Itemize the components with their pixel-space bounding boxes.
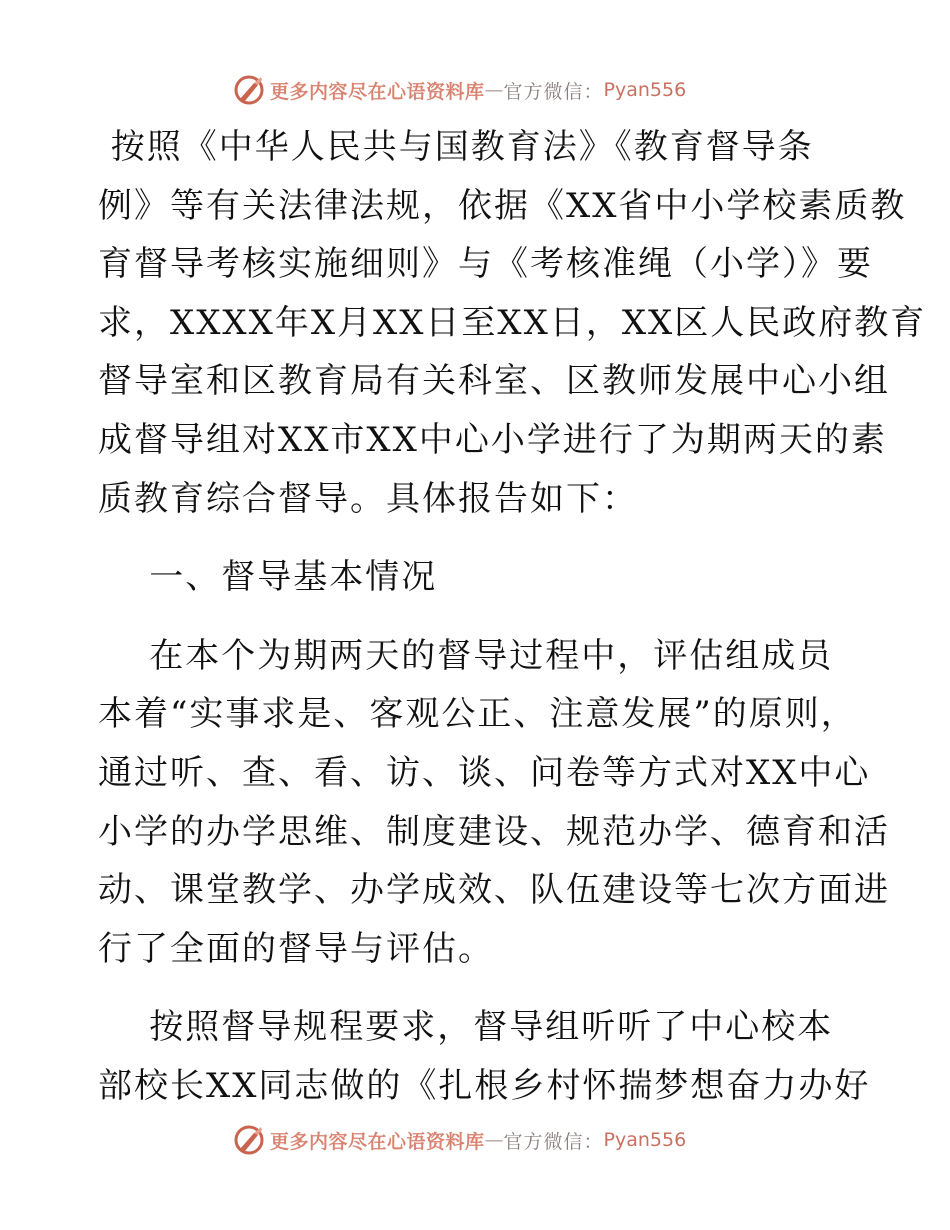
text-line: 小学的办学思维、制度建设、规范办学、德育和活 <box>98 811 890 852</box>
text-line: 部校长XX同志做的《扎根乡村怀揣梦想奋力办好 <box>98 1065 871 1106</box>
document-body <box>98 118 927 1116</box>
watermark-wechat-id: Pyan556 <box>603 79 687 101</box>
text-line: 通过听、查、看、访、谈、问卷等方式对XX中心 <box>98 752 871 793</box>
paragraph-process <box>98 627 890 979</box>
watermark-official-label: 官方微信： <box>503 1130 604 1153</box>
pen-brush-logo-icon <box>232 73 266 107</box>
text-line: 按照督导规程要求，督导组听听了中心校本 <box>98 1007 834 1048</box>
text-line: 例》等有关法律法规，依据《XX省中小学校素质教 <box>98 185 907 226</box>
watermark-dash: — <box>484 1129 504 1151</box>
text-line: 成督导组对XX市XX中心小学进行了为期两天的素 <box>98 419 887 460</box>
watermark-text: 更多内容尽在心语资料库 <box>270 80 485 103</box>
text-line: 本着“实事求是、客观公正、注意发展”的原则， <box>98 694 857 735</box>
section-heading: 一、督导基本情况 <box>98 557 438 598</box>
text-line: 按照《中华人民共与国教育法》《教育督导条 <box>98 127 814 167</box>
watermark-official-label: 官方微信： <box>503 80 604 103</box>
pen-brush-logo-icon <box>232 1123 266 1157</box>
text-line: 育督导考核实施细则》与《考核准绳（小学）》要 <box>98 244 873 285</box>
text-line: 动、课堂教学、办学成效、队伍建设等七次方面进 <box>98 870 890 911</box>
text-line: 在本个为期两天的督导过程中，评估组成员 <box>98 635 834 676</box>
text-line: 求，XXXX年X月XX日至XX日，XX区人民政府教育 <box>98 302 927 343</box>
watermark-wechat-id: Pyan556 <box>603 1129 687 1151</box>
watermark-text: 更多内容尽在心语资料库 <box>270 1130 485 1153</box>
paragraph-procedure <box>98 998 871 1115</box>
footer-watermark <box>232 1122 686 1158</box>
watermark-dash: — <box>484 79 504 101</box>
text-line: 质教育综合督导。具体报告如下： <box>98 478 638 519</box>
header-watermark <box>232 72 686 108</box>
text-line: 行了全面的督导与评估。 <box>98 928 494 969</box>
paragraph-intro <box>98 118 927 528</box>
text-line: 督导室和区教育局有关科室、区教师发展中心小组 <box>98 361 890 402</box>
